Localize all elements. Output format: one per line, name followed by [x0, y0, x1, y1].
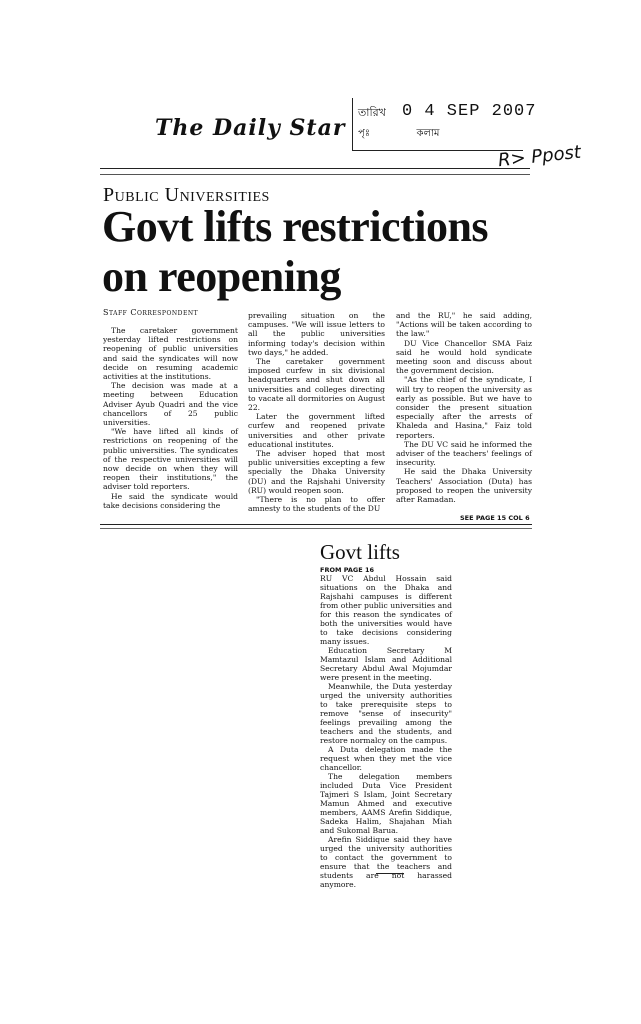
paragraph: RU VC Abdul Hossain said situations on the Dhaka and Rajshahi campuses is different from other public universities and for this reason the syndicates of both the universities would have to take decisions considering many issues.	[320, 574, 452, 646]
stamp-column-label: কলাম	[416, 128, 440, 139]
handwritten-note: R> Ppost	[497, 141, 582, 172]
paragraph: He said the syndicate would take decisions considering the	[103, 491, 238, 510]
headline-line-1: Govt lifts restrictions	[102, 202, 489, 251]
stamp-page-column-row	[358, 126, 439, 143]
article-column-2	[248, 311, 385, 513]
end-rule	[376, 873, 404, 874]
paragraph: "We have lifted all kinds of restrictions on reopening of the public universities. The syndicates of the respective universities will now decide on when they will reopen their institutions," the adviser told reporters.	[103, 427, 238, 492]
paragraph: "There is no plan to offer amnesty to the students of the DU	[248, 495, 385, 514]
article-bottom-rule	[100, 524, 532, 525]
see-page-reference: SEE PAGE 15 COL 6	[460, 514, 530, 522]
continuation-title: Govt lifts	[320, 540, 400, 564]
paragraph: The caretaker government yesterday lifted restrictions on reopening of public universities and said the syndicates will now decide on resuming academic activities at the institutions.	[103, 326, 238, 382]
paragraph: "As the chief of the syndicate, I will try to reopen the university as early as possible. But we have to consider the present situation especially after the arrests of Khaleda and Hasina," Faiz told reporters.	[396, 375, 532, 440]
section-kicker: Public Universities	[103, 184, 270, 206]
stamp-date: 0 4 SEP 2007	[402, 102, 537, 121]
stamp-page-label: পৃঃ	[358, 128, 371, 139]
continuation-column	[320, 574, 452, 889]
paragraph: Later the government lifted curfew and reopened private universities and other private educational institutes.	[248, 412, 385, 449]
from-page-reference: FROM PAGE 16	[320, 566, 374, 574]
article-column-3	[396, 311, 532, 504]
article-column-1	[103, 326, 238, 510]
paragraph: Meanwhile, the Duta yesterday urged the university authorities to take prerequisite steps to remove "sense of insecurity" feelings prevailing among the teachers and the students, and restore normalcy on the campus.	[320, 682, 452, 745]
paragraph: The caretaker government imposed curfew in six divisional headquarters and shut down all universities and colleges directing to vacate all dormitories on August 22.	[248, 357, 385, 413]
paragraph: The DU VC said he informed the adviser of the teachers' feelings of insecurity.	[396, 439, 532, 468]
paragraph: He said the Dhaka University Teachers' Association (Duta) has proposed to reopen the university after Ramadan.	[396, 467, 532, 505]
byline: Staff Correspondent	[103, 308, 199, 317]
paragraph: and the RU," he said adding, "Actions will be taken according to the law."	[396, 311, 532, 339]
paragraph: The adviser hoped that most public universities excepting a few specially the Dhaka University (DU) and the Rajshahi University (RU) would reopen soon.	[248, 449, 385, 495]
newspaper-masthead: The Daily Star	[155, 115, 346, 141]
article-bottom-rule-secondary	[100, 528, 532, 529]
paragraph: DU Vice Chancellor SMA Faiz said he would hold syndicate meeting soon and discuss about the government decision.	[396, 338, 532, 376]
paragraph: Education Secretary M Mamtazul Islam and Additional Secretary Abdul Awal Mojumdar were present in the meeting.	[320, 646, 452, 682]
paragraph: The decision was made at a meeting between Education Adviser Ayub Quadri and the vice chancellors of 25 public universities.	[103, 381, 238, 428]
paragraph: prevailing situation on the campuses. "We will issue letters to all the public universities informing today's decision within two days," he added.	[248, 311, 385, 357]
paragraph: The delegation members included Duta Vice President Tajmeri S Islam, Joint Secretary Mamun Ahmed and executive members, AAMS Arefin Siddique, Sadeka Halim, Shajahan Miah and Sukomal Barua.	[320, 772, 452, 835]
stamp-date-label: তারিখ	[358, 106, 386, 119]
headline-line-2: on reopening	[102, 252, 341, 301]
top-rule-secondary	[100, 174, 530, 175]
paragraph: A Duta delegation made the request when they met the vice chancellor.	[320, 745, 452, 772]
paragraph: Arefin Siddique said they have urged the university authorities to contact the government to ensure that the teachers and students are not harassed anymore.	[320, 835, 452, 889]
top-rule	[100, 168, 530, 169]
